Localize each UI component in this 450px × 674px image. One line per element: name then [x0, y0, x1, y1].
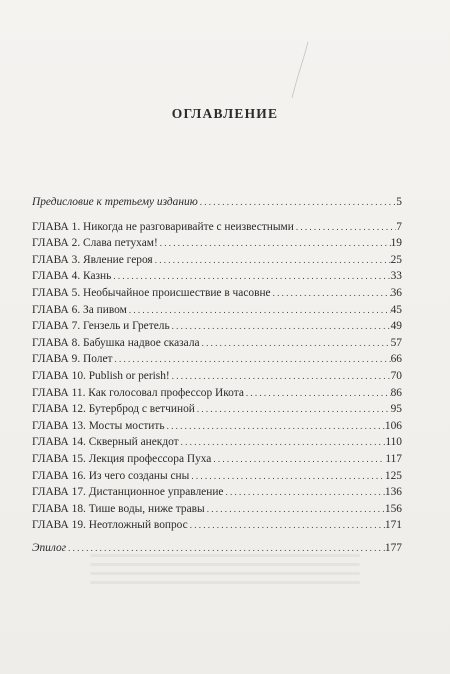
- toc-entry-chapter-12: [32, 401, 402, 418]
- toc-entry-page: 57: [390, 336, 402, 349]
- toc-entry-chapter-7: [32, 318, 402, 335]
- toc-leader-dots: [191, 468, 385, 485]
- toc-entry-page: 125: [384, 469, 402, 482]
- toc-entry-label: ГЛАВА 15. Лекция профессора Пуха: [32, 452, 212, 465]
- toc-entry-label: ГЛАВА 9. Полет: [32, 353, 113, 366]
- toc-entry-label: ГЛАВА 1. Никогда не разговаривайте с неизвестными: [32, 220, 294, 233]
- toc-leader-dots: [115, 351, 391, 368]
- toc-leader-dots: [200, 194, 397, 211]
- toc-entry-label: ГЛАВА 10. Publish or perish!: [32, 369, 170, 382]
- toc-leader-dots: [225, 484, 384, 501]
- toc-entry-label: ГЛАВА 19. Неотложный вопрос: [32, 519, 188, 532]
- toc-entry-label: ГЛАВА 13. Мосты мостить: [32, 419, 165, 432]
- toc-leader-dots: [129, 302, 391, 319]
- toc-entry-page: 36: [390, 286, 402, 299]
- toc-entry-chapter-8: [32, 335, 402, 352]
- toc-entry-chapter-3: [32, 252, 402, 269]
- toc-leader-dots: [167, 418, 385, 435]
- toc-entry-page: 66: [390, 353, 402, 366]
- toc-entry-page: 49: [390, 320, 402, 333]
- toc-entry-label: ГЛАВА 17. Дистанционное управление: [32, 486, 224, 499]
- toc-leader-dots: [113, 268, 390, 285]
- toc-entry-chapter-6: [32, 302, 402, 319]
- toc-entry-label: ГЛАВА 2. Слава петухам!: [32, 237, 158, 250]
- toc-entry-chapter-16: [32, 468, 402, 485]
- toc-entry-chapter-11: [32, 385, 402, 402]
- toc-entry-chapter-17: [32, 484, 402, 501]
- toc-entry-chapter-1: [32, 219, 402, 236]
- toc-leader-dots: [68, 540, 385, 557]
- toc-entry-page: 156: [384, 502, 402, 515]
- toc-entry-chapter-2: [32, 235, 402, 252]
- toc-leader-dots: [190, 517, 385, 534]
- toc-entry-page: 19: [390, 237, 402, 250]
- toc-entry-label: ГЛАВА 5. Необычайное происшествие в часовне: [32, 286, 271, 299]
- toc-entry-chapter-13: [32, 418, 402, 435]
- toc-entry-label: ГЛАВА 16. Из чего созданы сны: [32, 469, 190, 482]
- toc-entry-page: 86: [390, 386, 402, 399]
- toc-leader-dots: [197, 401, 391, 418]
- toc-entry-label: Эпилог: [32, 541, 67, 554]
- toc-entry-page: 106: [384, 419, 402, 432]
- toc-entry-page: 171: [384, 519, 402, 532]
- toc-leader-dots: [202, 335, 391, 352]
- toc-leader-dots: [246, 385, 391, 402]
- toc-entry-label: ГЛАВА 4. Казнь: [32, 270, 112, 283]
- toc-leader-dots: [172, 368, 391, 385]
- toc-entry-page: 7: [396, 220, 402, 233]
- toc-entry-chapter-5: [32, 285, 402, 302]
- toc-entry-label: ГЛАВА 6. За пивом: [32, 303, 127, 316]
- toc-entry-label: ГЛАВА 3. Явление героя: [32, 253, 153, 266]
- toc-title: ОГЛАВЛЕНИЕ: [171, 106, 279, 121]
- toc-leader-dots: [213, 451, 385, 468]
- toc-entry-chapter-4: [32, 268, 402, 285]
- toc-entry-label: Предисловие к третьему изданию: [32, 196, 198, 208]
- toc-entry-epilogue: [32, 540, 402, 557]
- toc-entry-label: ГЛАВА 12. Бутерброд с ветчиной: [32, 403, 195, 416]
- toc-leader-dots: [296, 219, 396, 236]
- toc-entry-page: 136: [384, 486, 402, 499]
- toc-entry-page: 117: [385, 452, 402, 465]
- toc-entry-label: ГЛАВА 18. Тише воды, ниже травы: [32, 502, 205, 515]
- toc-entry-chapter-19: [32, 517, 402, 534]
- toc-entry-page: 25: [390, 253, 402, 266]
- toc-leader-dots: [172, 318, 391, 335]
- toc-entry-page: 33: [390, 270, 402, 283]
- toc-entry-page: 5: [396, 196, 402, 208]
- toc-entry-page: 110: [385, 436, 402, 449]
- toc-entry-page: 177: [384, 541, 402, 554]
- toc-entry-page: 95: [390, 403, 402, 416]
- toc-entry-chapter-9: [32, 351, 402, 368]
- toc-leader-dots: [155, 252, 391, 269]
- toc-gap: [32, 211, 402, 219]
- toc-entry-page: 70: [390, 369, 402, 382]
- toc-entry-chapter-10: [32, 368, 402, 385]
- toc-entry-preface: [32, 194, 402, 211]
- toc-entry-label: ГЛАВА 8. Бабушка надвое сказала: [32, 336, 200, 349]
- toc-entry-label: ГЛАВА 14. Скверный анекдот: [32, 436, 179, 449]
- toc-list: [32, 194, 402, 556]
- toc-leader-dots: [207, 501, 385, 518]
- toc-leader-dots: [160, 235, 391, 252]
- pen-stroke-mark: [290, 40, 310, 100]
- toc-entry-label: ГЛАВА 11. Как голосовал профессор Икота: [32, 386, 244, 399]
- toc-leader-dots: [181, 434, 386, 451]
- toc-entry-label: ГЛАВА 7. Гензель и Гретель: [32, 320, 170, 333]
- toc-entry-chapter-14: [32, 434, 402, 451]
- toc-leader-dots: [273, 285, 391, 302]
- toc-entry-page: 45: [390, 303, 402, 316]
- toc-entry-chapter-15: [32, 451, 402, 468]
- toc-entry-chapter-18: [32, 501, 402, 518]
